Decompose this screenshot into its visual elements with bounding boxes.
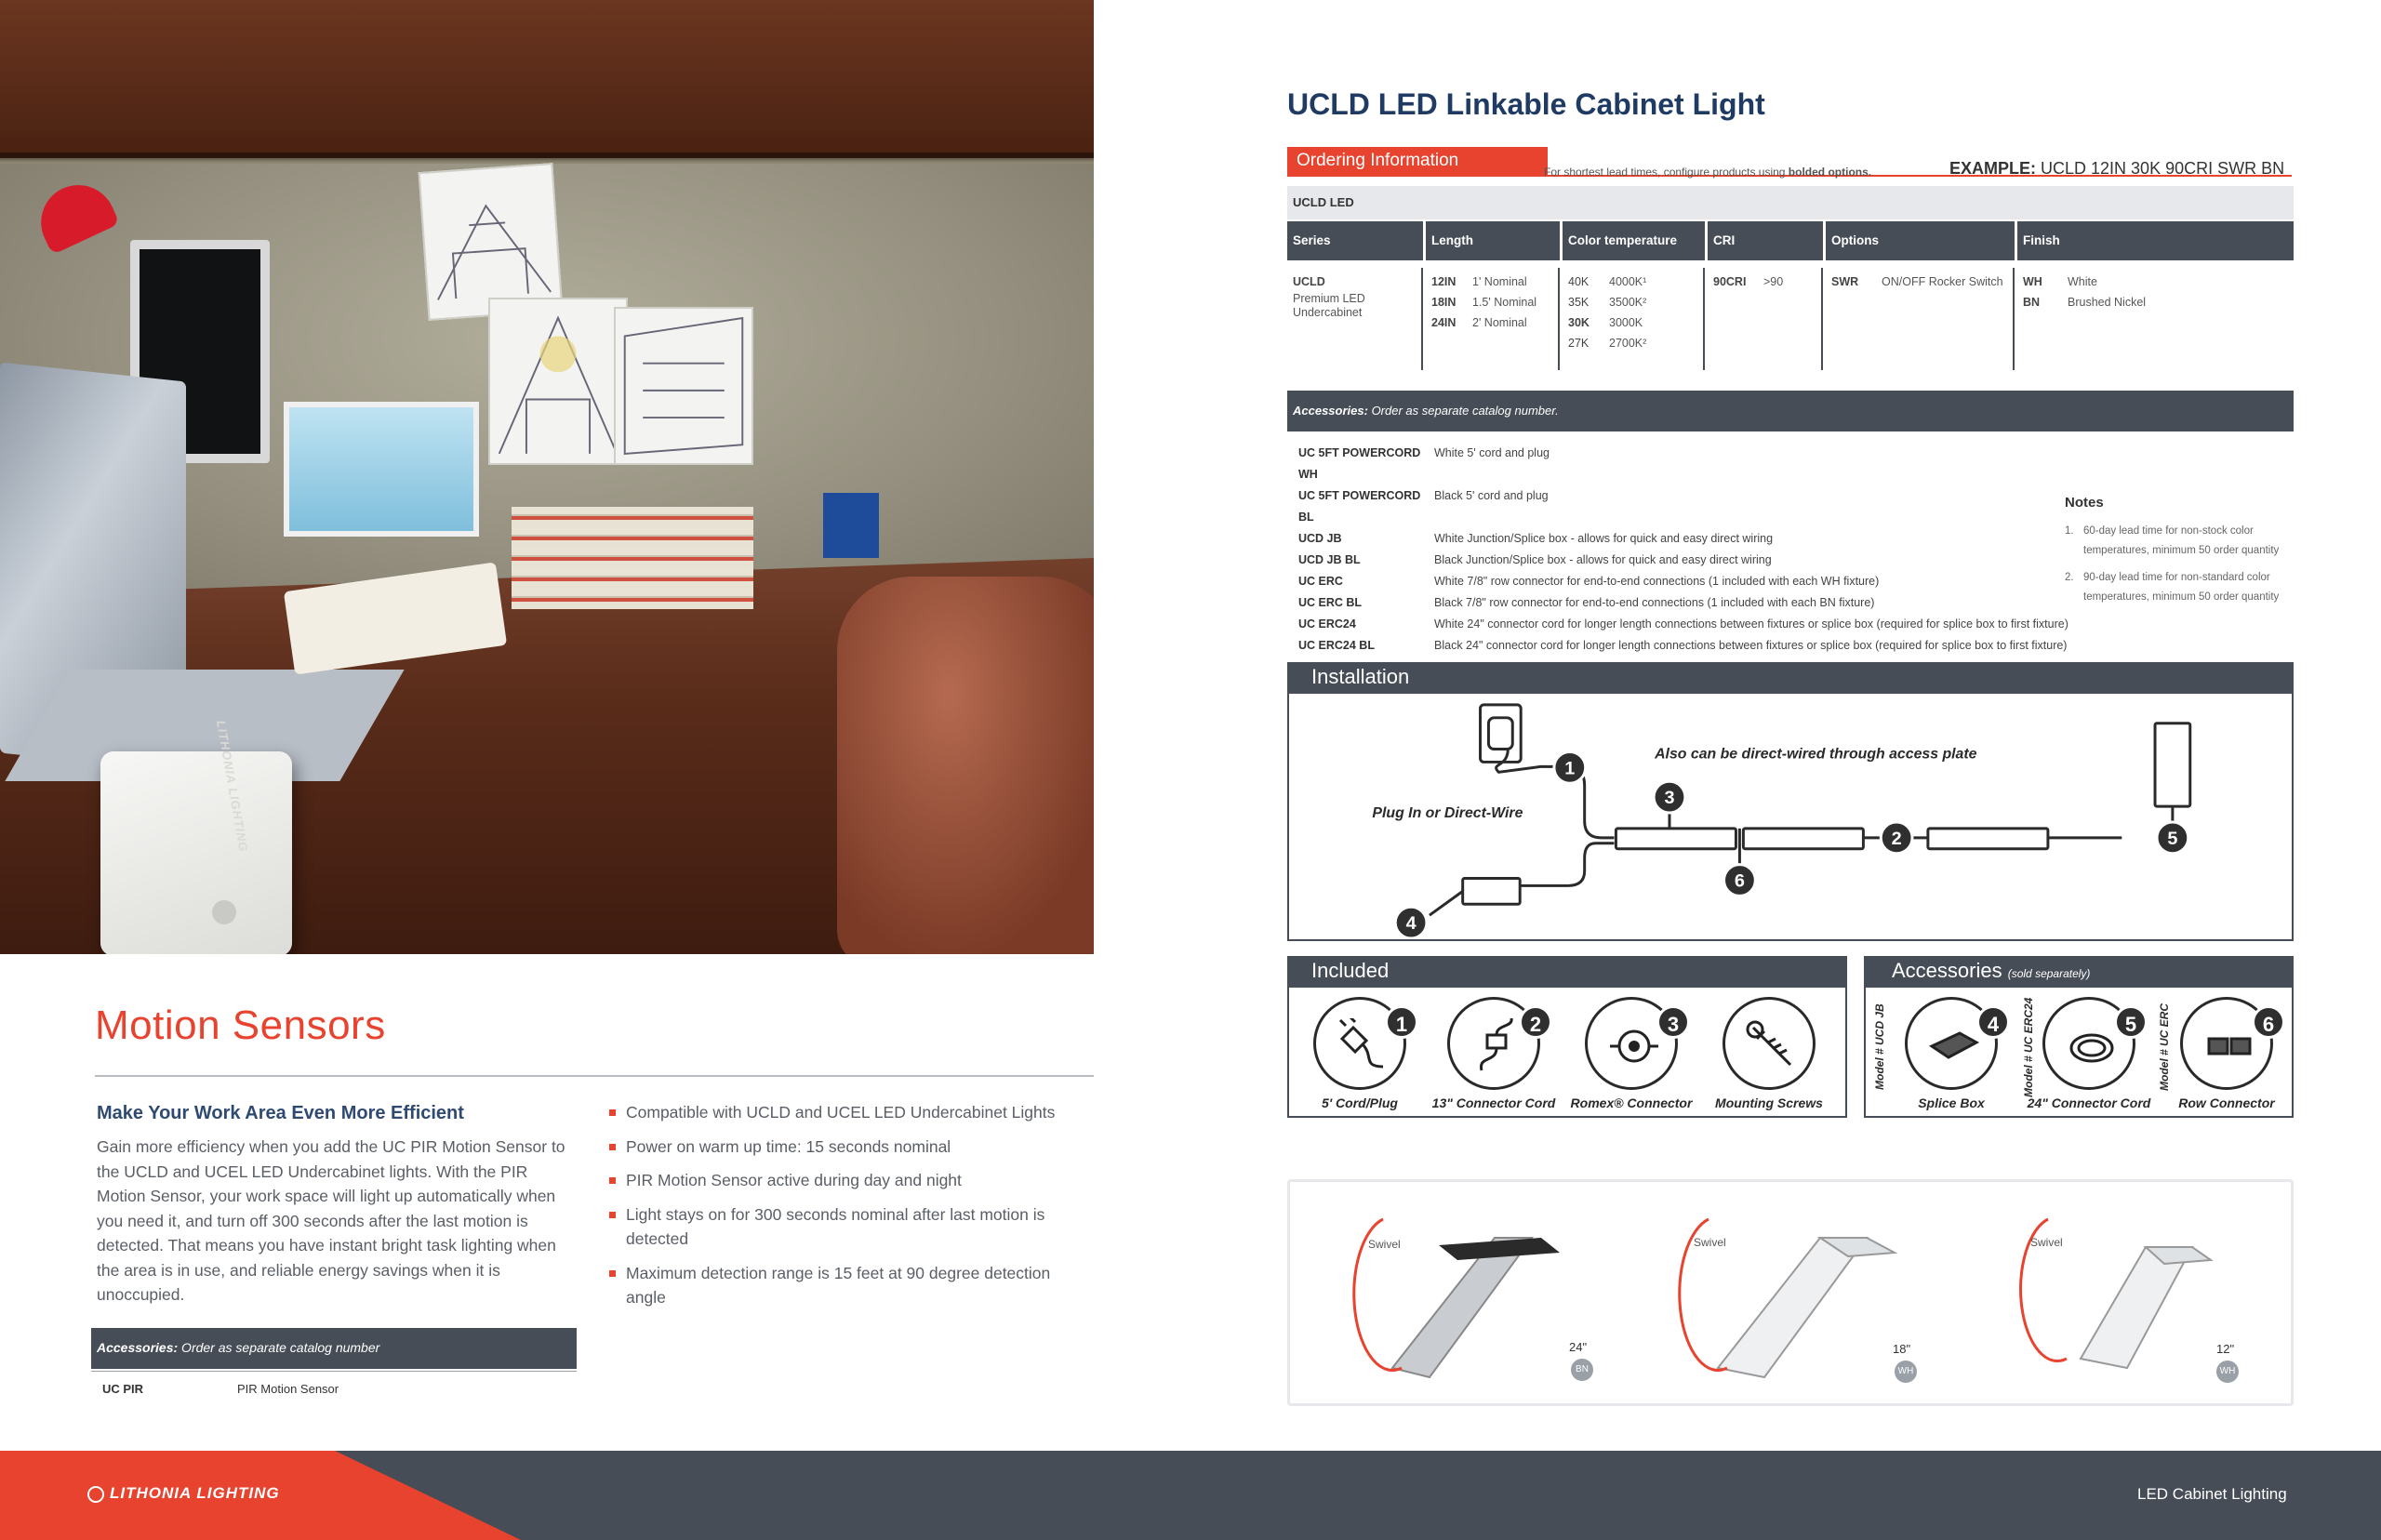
item-label: Mounting Screws (1715, 1095, 1823, 1110)
list-item (1568, 272, 1697, 292)
accessory-code: UC ERC24 BL (1298, 639, 1375, 652)
ordering-example (1949, 159, 2284, 179)
cct-desc: 3500K² (1609, 296, 1647, 309)
item-illustration (2180, 997, 2273, 1090)
light-bar-2 (1743, 829, 1863, 849)
included-item (1704, 997, 1834, 1110)
item-number: 6 (2252, 1005, 2285, 1039)
accessory-desc: White 7/8" row connector for end-to-end connections (1 included with each WH fixture) (1434, 575, 1880, 588)
length-cell (1426, 268, 1560, 370)
plug-label: Plug In or Direct-Wire (1372, 804, 1523, 821)
finish-badge: WH (2216, 1361, 2239, 1383)
accessory-code: UCD JB (1298, 532, 1342, 545)
accessory-desc: White 24" connector cord for longer length connections between fixtures or splice box (required for splice box to first fixture) (1434, 617, 2068, 631)
pen-cup (823, 493, 879, 558)
cct-code: 30K (1568, 316, 1590, 329)
note-number: 2. (2065, 572, 2074, 583)
accessory-desc: Black Junction/Splice box - allows for quick and easy direct wiring (1434, 553, 1772, 566)
list-item (1713, 272, 1816, 292)
accessory-code: UC PIR (102, 1382, 144, 1396)
page-title: UCLD LED Linkable Cabinet Light (1287, 87, 1765, 121)
product-24 (1327, 1182, 1662, 1405)
header-cri: CRI (1708, 221, 1823, 260)
finish-badge: BN (1571, 1359, 1593, 1381)
list-item (1568, 312, 1697, 333)
accessory-code: UC 5FT POWERCORD BL (1298, 489, 1421, 524)
accessory-code: UC ERC (1298, 575, 1343, 588)
accessory-desc: White 5' cord and plug (1434, 446, 1550, 459)
table-row (1298, 550, 2068, 571)
item-label: 13" Connector Cord (1431, 1095, 1556, 1110)
item-number: 4 (1976, 1005, 2010, 1039)
logo-icon (87, 1486, 104, 1503)
accessory-code: UC ERC24 (1298, 617, 1356, 631)
item-label: 24" Connector Cord (2027, 1095, 2151, 1110)
item-illustration (1313, 997, 1406, 1090)
included-item (1295, 997, 1425, 1110)
cct-code: 40K (1568, 275, 1590, 288)
accessories-section-note: (sold separately) (2007, 967, 2091, 980)
model-label: Model # UC ERC (2158, 1003, 2171, 1092)
callout-3-text: 3 (1664, 788, 1675, 809)
accessory-desc: Black 7/8" row connector for end-to-end connections (1 included with each BN fixture) (1434, 596, 1875, 609)
accessory-desc: PIR Motion Sensor (237, 1382, 339, 1396)
accessory-item (2024, 997, 2154, 1110)
footer-logo (87, 1484, 280, 1503)
note-text: 60-day lead time for non-stock color temperatures, minimum 50 order quantity (2083, 525, 2280, 556)
callout-1-text: 1 (1564, 758, 1576, 779)
splice-line (1520, 843, 1614, 886)
cct-code: 27K (1568, 337, 1590, 350)
cord-plug-icon (1335, 1018, 1390, 1074)
header-finish: Finish (2017, 221, 2294, 260)
accessory-code: UC ERC BL (1298, 596, 1363, 609)
item-illustration (1905, 997, 1998, 1090)
color-temp-cell (1563, 268, 1705, 370)
accessory-desc: Black 24" connector cord for longer length connections between fixtures or splice box (required for splice box to first fixture) (1434, 639, 2068, 652)
upper-cabinet (0, 0, 1094, 158)
cri-code: 90CRI (1713, 275, 1747, 288)
length-desc: 2' Nominal (1472, 316, 1527, 329)
list-item (1831, 272, 2007, 292)
included-item (1566, 997, 1696, 1110)
callout-2-text: 2 (1891, 828, 1902, 849)
included-items (1287, 988, 1847, 1118)
list-item (2023, 272, 2288, 292)
note-item (2065, 568, 2297, 607)
sketch-3 (614, 307, 753, 465)
connector-cord-24-icon (2064, 1018, 2120, 1074)
accessories-section-header (1864, 956, 2294, 988)
accessories-list (1298, 443, 2068, 657)
model-label: Model # UC ERC24 (2022, 997, 2035, 1097)
splice-box (1463, 878, 1521, 904)
motion-sensor-device (100, 719, 292, 954)
accessories-bar (1287, 391, 2294, 431)
finish-cell (2017, 268, 2294, 370)
length-code: 12IN (1431, 275, 1457, 288)
callout-4-text: 4 (1405, 913, 1417, 935)
series-code: UCLD (1293, 275, 1325, 288)
sensor-brand: LITHONIA LIGHTING (213, 719, 251, 854)
screw-icon (1744, 1018, 1800, 1074)
ship-picture (284, 402, 479, 537)
list-item (1431, 312, 1552, 333)
chair (837, 577, 1094, 954)
swivel-label: Swivel (1368, 1238, 1401, 1251)
logo-text: LITHONIA LIGHTING (110, 1484, 280, 1502)
ordering-note-bold: bolded options. (1788, 166, 1872, 179)
included-item (1429, 997, 1559, 1110)
table-row (1298, 592, 2068, 614)
included-header: Included (1287, 956, 1847, 988)
light-bar-3 (1928, 829, 2048, 849)
notes (2065, 495, 2297, 615)
accessory-desc: White Junction/Splice box - allows for quick and easy direct wiring (1434, 532, 1774, 545)
item-illustration (2042, 997, 2135, 1090)
accessory-item (2162, 997, 2292, 1110)
books (512, 507, 753, 609)
divider (95, 1075, 1094, 1077)
options-cell (1826, 268, 2015, 370)
section-title: Motion Sensors (95, 1002, 386, 1048)
table-row (1298, 528, 2068, 550)
accessories-label: Accessories: (97, 1340, 179, 1355)
connector-cord-icon (1469, 1018, 1524, 1074)
table-row (1298, 614, 2068, 635)
size-label: 12" (2216, 1342, 2235, 1356)
example-value: UCLD 12IN 30K 90CRI SWR BN (2036, 159, 2285, 178)
item-number: 5 (2114, 1005, 2148, 1039)
accessories-label: Accessories: (1293, 404, 1368, 418)
list-item (1568, 292, 1697, 312)
installation-diagram (1287, 694, 2294, 941)
romex-connector-icon (1606, 1018, 1662, 1074)
ordering-table (1287, 186, 2294, 370)
finish-badge: WH (1895, 1361, 1917, 1383)
section-subhead: Make Your Work Area Even More Efficient (97, 1103, 464, 1123)
table-row (1298, 571, 2068, 592)
finish-code: WH (2023, 275, 2042, 288)
accessories-note: Order as separate catalog number. (1367, 404, 1559, 418)
feature-item: PIR Motion Sensor active during day and night (609, 1168, 1093, 1193)
length-code: 24IN (1431, 316, 1457, 329)
sensor-lens (212, 900, 236, 924)
ordering-note-text: For shortest lead times, configure products using (1544, 166, 1789, 179)
list-item (1568, 333, 1697, 353)
accessory-code: UC 5FT POWERCORD WH (1298, 446, 1421, 481)
cri-desc: >90 (1763, 275, 1784, 288)
length-desc: 1.5' Nominal (1472, 296, 1537, 309)
series-desc: Premium LED Undercabinet (1293, 292, 1365, 319)
light-bar-1 (1616, 829, 1736, 849)
item-label: Splice Box (1918, 1095, 1985, 1110)
feature-item: Power on warm up time: 15 seconds nominal (609, 1135, 1093, 1160)
table-values-row (1287, 268, 2294, 370)
accessory-item (1886, 997, 2016, 1110)
wall-switch (2155, 724, 2190, 806)
accessories-note: Order as separate catalog number (178, 1340, 380, 1355)
size-label: 18" (1893, 1342, 1911, 1356)
accessories-section-label: Accessories (1892, 959, 2002, 982)
product-18 (1662, 1182, 1997, 1405)
item-illustration (1723, 997, 1816, 1090)
ordering-note (1544, 166, 1871, 179)
light-bar-wh-18-image (1662, 1182, 1997, 1405)
item-label: Row Connector (2178, 1095, 2275, 1110)
finish-desc: White (2068, 275, 2097, 288)
ucld-led-row: UCLD LED (1287, 186, 2294, 219)
light-bar-wh-12-image (1997, 1182, 2332, 1405)
item-label: Romex® Connector (1570, 1095, 1693, 1110)
notes-title: Notes (2065, 495, 2104, 511)
length-code: 18IN (1431, 296, 1457, 309)
header-length: Length (1426, 221, 1560, 260)
accessory-items (1864, 988, 2294, 1118)
header-options: Options (1826, 221, 2015, 260)
swivel-label: Swivel (1694, 1236, 1726, 1249)
cct-desc: 4000K¹ (1609, 275, 1647, 288)
size-label: 24" (1569, 1340, 1588, 1354)
cri-cell (1708, 268, 1823, 370)
finish-desc: Brushed Nickel (2068, 296, 2147, 309)
table-row (1298, 485, 2068, 528)
option-code: SWR (1831, 275, 1859, 288)
callout-5-text: 5 (2167, 828, 2178, 849)
sketch-2 (488, 298, 628, 465)
installation-header: Installation (1287, 662, 2294, 694)
light-bar-bn-image (1327, 1182, 1662, 1405)
outlet (1481, 705, 1522, 763)
callout-6-text: 6 (1734, 870, 1745, 892)
divider (91, 1371, 577, 1372)
product-12 (1997, 1182, 2332, 1405)
item-number: 1 (1385, 1005, 1418, 1039)
swivel-label: Swivel (2030, 1236, 2063, 1249)
cct-desc: 2700K² (1609, 337, 1647, 350)
feature-list (609, 1100, 1093, 1320)
item-number: 3 (1656, 1005, 1690, 1039)
table-row (1298, 443, 2068, 485)
splice-box-icon (1926, 1018, 1982, 1074)
example-label: EXAMPLE: (1949, 159, 2037, 178)
feature-item: Light stays on for 300 seconds nominal after last motion is detected (609, 1202, 1093, 1252)
note-text: 90-day lead time for non-standard color temperatures, minimum 50 order quantity (2083, 572, 2280, 603)
length-desc: 1' Nominal (1472, 275, 1527, 288)
feature-item: Maximum detection range is 15 feet at 90 degree detection angle (609, 1261, 1093, 1310)
accessory-code: UCD JB BL (1298, 553, 1361, 566)
cct-code: 35K (1568, 296, 1590, 309)
note-number: 1. (2065, 525, 2074, 537)
table-row (1298, 635, 2068, 657)
series-cell (1287, 268, 1423, 370)
item-number: 2 (1519, 1005, 1552, 1039)
product-images (1287, 1179, 2294, 1406)
header-color-temperature: Color temperature (1563, 221, 1705, 260)
list-item (2023, 292, 2288, 312)
feature-item: Compatible with UCLD and UCEL LED Undercabinet Lights (609, 1100, 1093, 1125)
office-photo (0, 0, 1094, 954)
header-series: Series (1287, 221, 1423, 260)
table-header-row (1287, 221, 2294, 260)
ordering-info-tab: Ordering Information (1287, 147, 1548, 175)
option-desc: ON/OFF Rocker Switch (1882, 275, 2003, 288)
list-item (1431, 292, 1552, 312)
section-body: Gain more efficiency when you add the UC PIR Motion Sensor to the UCLD and UCEL LED Undercabinet lights. With the PIR Motion Sensor, your work space will light up automatically when you need it, and turn off 300 seconds after the last motion is detected. That means you have instant bright task lighting when the area is in use, and reliable energy savings when it is unoccupied. (97, 1137, 565, 1304)
note-item (2065, 522, 2297, 561)
item-label: 5' Cord/Plug (1322, 1095, 1398, 1110)
model-label: Model # UCD JB (1873, 1003, 1886, 1091)
finish-code: BN (2023, 296, 2041, 309)
cct-desc: 3000K (1609, 316, 1643, 329)
item-illustration (1447, 997, 1540, 1090)
footer-section-name: LED Cabinet Lighting (2137, 1485, 2287, 1503)
row-connector-icon (2201, 1018, 2257, 1074)
sensor-accessories-bar (91, 1328, 577, 1369)
accessory-desc: Black 5' cord and plug (1434, 489, 1549, 502)
direct-wire-label: Also can be direct-wired through access plate (1655, 746, 1977, 763)
item-illustration (1585, 997, 1678, 1090)
list-item (1431, 272, 1552, 292)
